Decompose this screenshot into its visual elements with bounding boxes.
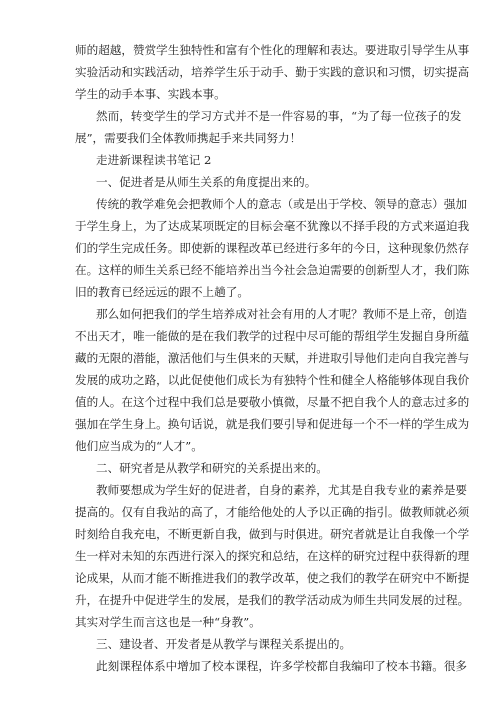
text-line: 在。这样的师生关系已经不能培养出当今社会急迫需要的创新型人才，我们陈 [75,263,470,277]
text-line: 值的人。在这个过程中我们总是要敬小慎微，尽量不把自我个人的意志过多的 [75,395,470,409]
section-title: 走进新课程读书笔记 2 [96,153,212,167]
paragraph-start-line: 此刻课程体系中增加了校本课程，许多学校都自我编印了校本书籍。很多 [96,659,468,673]
text-line: 于学生身上，为了达成某项既定的目标会毫不犹豫以不择手段的方式来逼迫我 [75,219,470,233]
text-line: 论成果，从而才能不断推进我们的教学改革，使之我们的教学在研究中不断提 [75,571,470,585]
text-line: 他们应当成为的“人才”。 [75,439,203,453]
text-line: 强加在学生身上。换句话说，就是我们要引导和促进每一个不一样的学生成为 [75,417,470,431]
text-line: 提高的。仅有自我站的高了，才能给他处的人予以正确的指引。做教师就必须 [75,505,470,519]
text-line: 发展的成功之路，以此促使他们成长为有独特个性和健全人格能够体现自我价 [75,373,470,387]
text-line: 升，在提升中促进学生的发展，是我们的教学活动成为师生共同发展的过程。 [75,593,470,607]
paragraph-start-line: 教师要想成为学生好的促进者，自身的素养，尤其是自我专业的素养是要 [96,483,468,497]
text-line: 生一样对未知的东西进行深入的探究和总结，在这样的研究过程中获得新的理 [75,549,470,563]
section-heading: 一、促进者是从师生关系的角度提出来的。 [96,175,317,189]
text-line: 们的学生完成任务。即使新的课程改革已经进行多年的今日，这种现象仍然存 [75,241,470,255]
text-line: 不出天才，唯一能做的是在我们教学的过程中尽可能的帮组学生发掘自身所蕴 [75,329,470,343]
paragraph-start-line: 然而，转变学生的学习方式并不是一件容易的事，“为了每一位孩子的发 [96,109,462,123]
text-line: 实验活动和实践活动，培养学生乐于动手、勤于实践的意识和习惯，切实提高 [75,65,470,79]
text-line: 旧的教育已经远远的跟不上趟了。 [75,285,249,299]
paragraph-start-line: 传统的教学难免会把教师个人的意志（或是出于学校、领导的意志）强加 [96,197,468,211]
text-line: 其实对学生而言这也是一种“身教”。 [75,615,261,629]
text-line: 藏的无限的潜能，激活他们与生俱来的天赋，并进取引导他们走向自我完善与 [75,351,470,365]
section-heading: 二、研究者是从教学和研究的关系提出来的。 [96,461,328,475]
text-line: 学生的动手本事、实践本事。 [75,87,226,101]
text-line: 时刻给自我充电，不断更新自我，做到与时俱进。研究者就是让自我像一个学 [75,527,470,541]
paragraph-start-line: 那么如何把我们的学生培养成对社会有用的人才呢？教师不是上帝，创造 [96,307,468,321]
text-line: 师的超越，赞赏学生独特性和富有个性化的理解和表达。要进取引导学生从事 [75,43,470,57]
text-line: 展”，需要我们全体教师携起手来共同努力！ [75,131,302,145]
section-heading: 三、建设者、开发者是从教学与课程关系提出的。 [96,637,352,651]
